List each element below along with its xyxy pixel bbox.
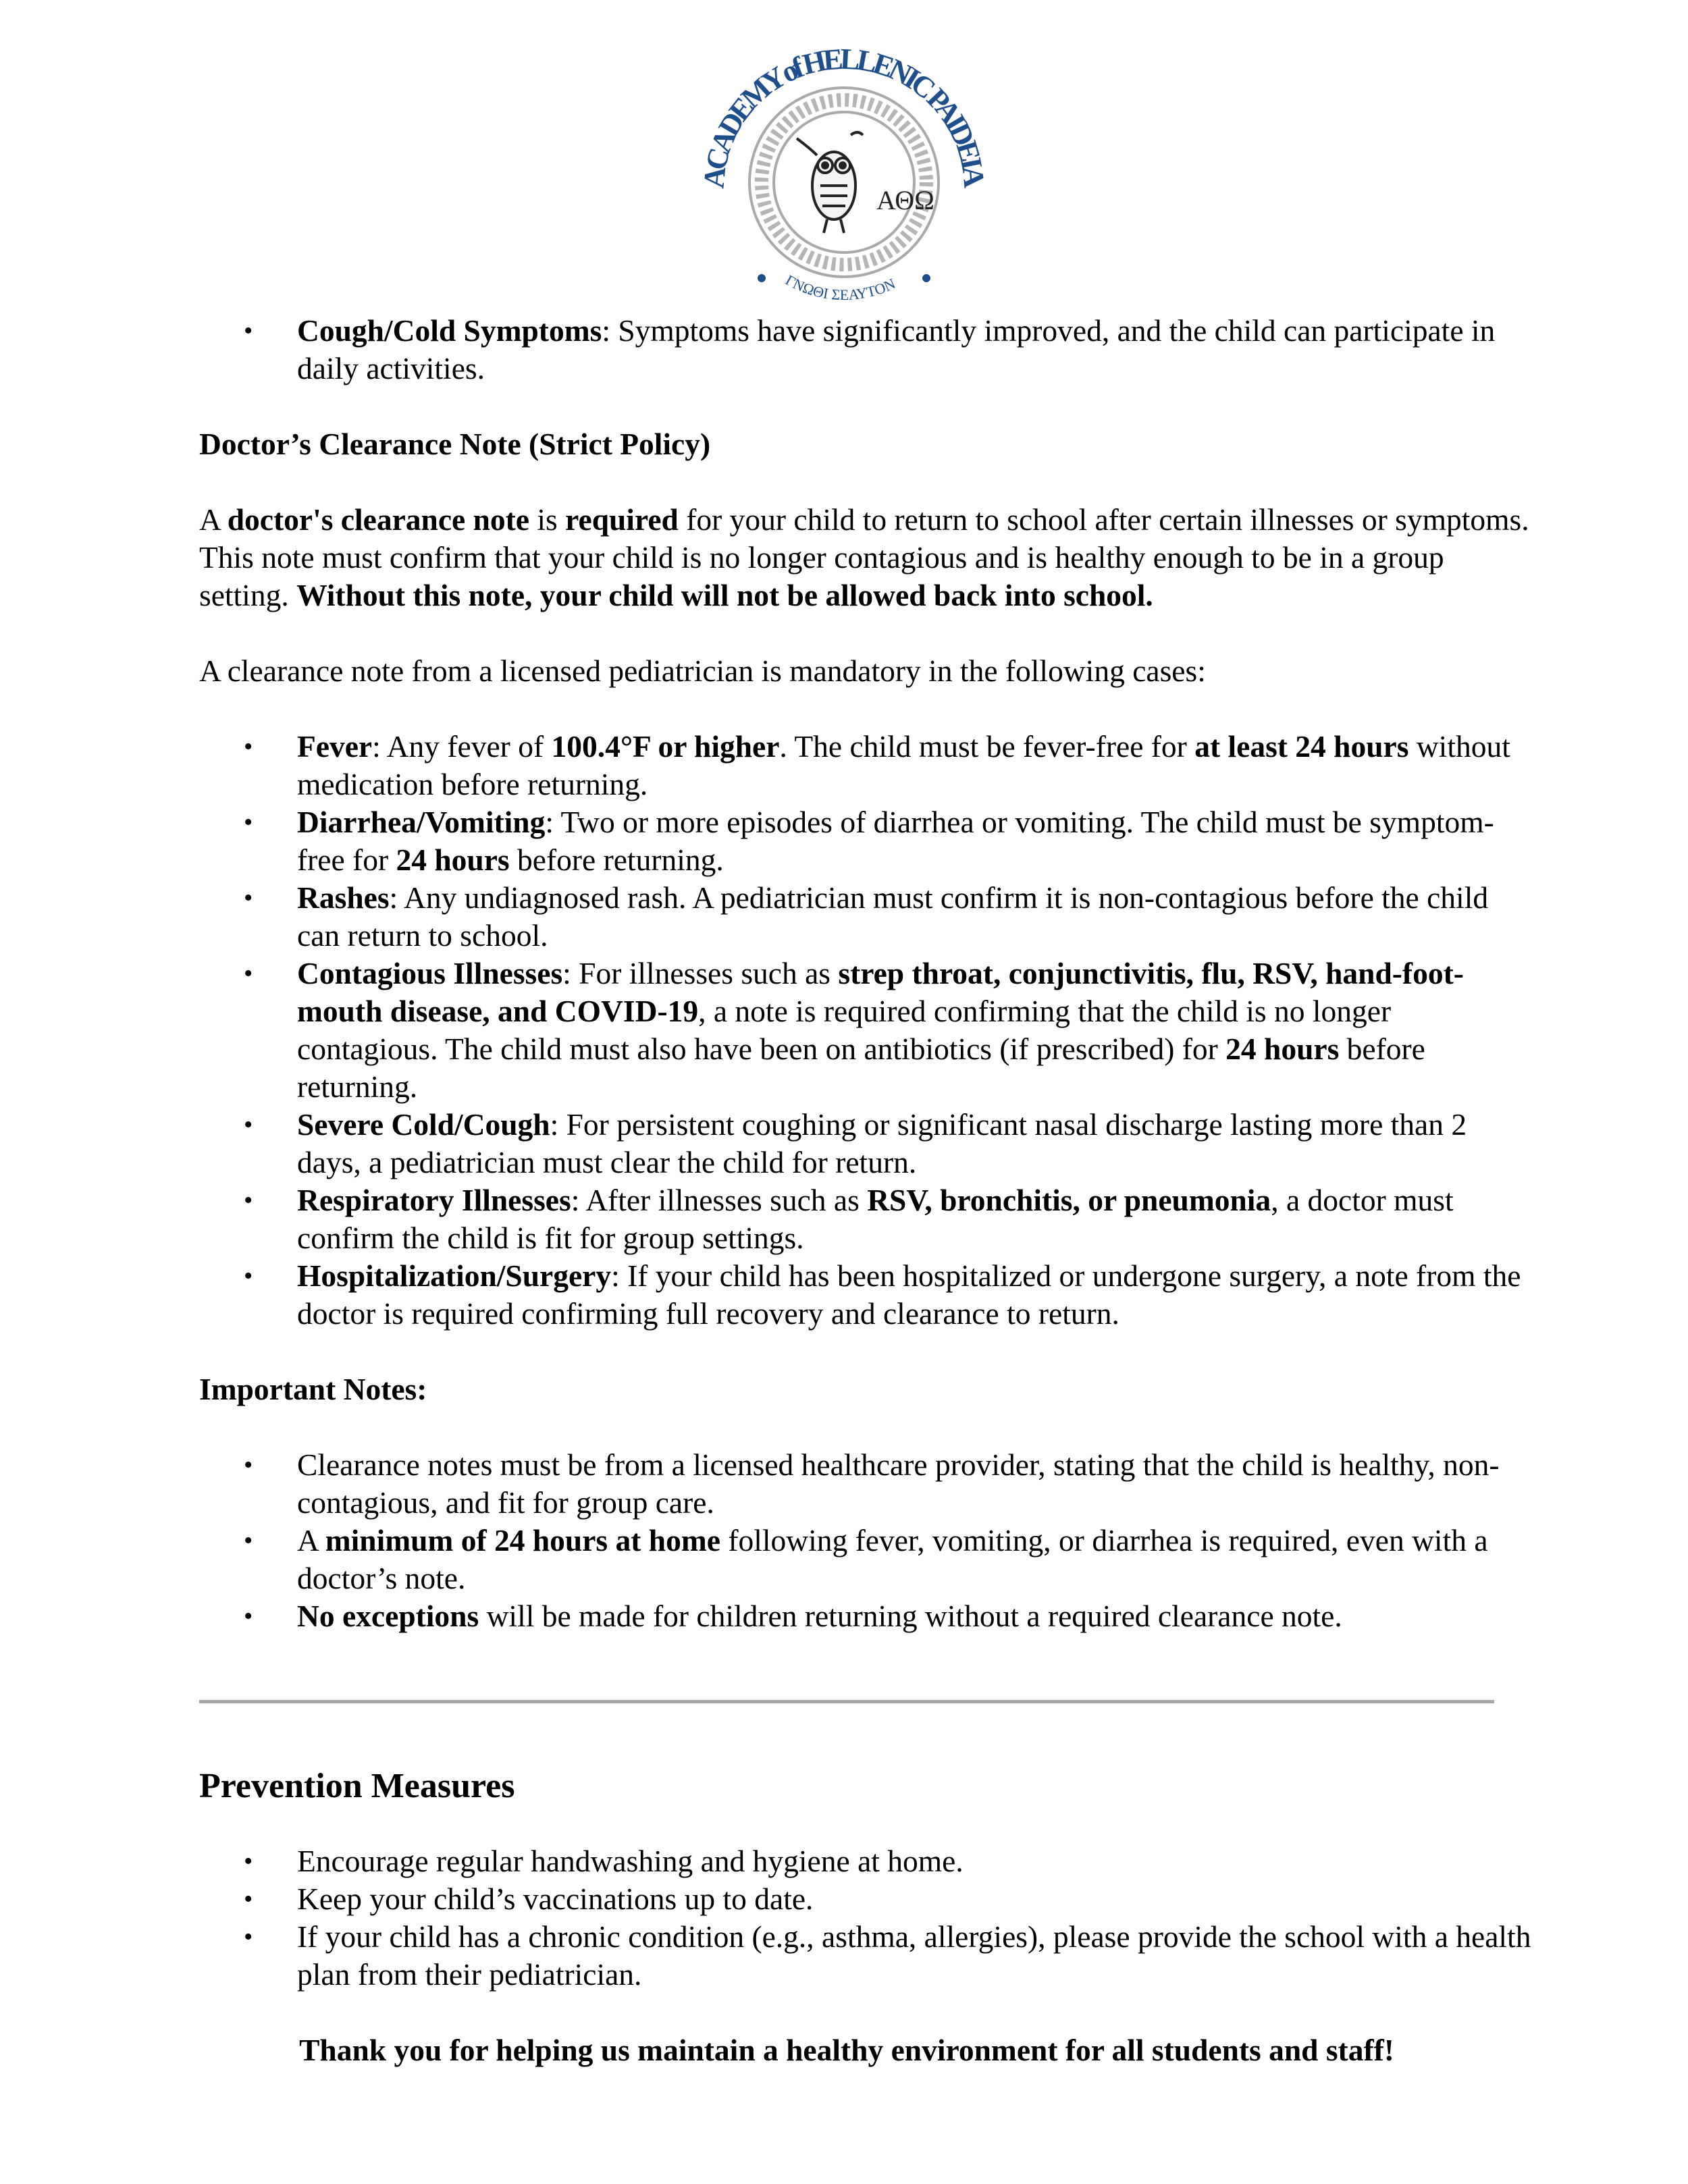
clearance-paragraph: A doctor's clearance note is required for your child to return to school after certain illnesses or symptoms. This note must confirm that your child is no longer contagious and is healthy enough to be in a group setting. Without this note, your child will not be allowed back into school. xyxy=(199,502,1529,612)
clearance-cases-list xyxy=(199,728,1536,1333)
prevention-list xyxy=(199,1842,1536,1994)
list-item: • A minimum of 24 hours at home following fever, vomiting, or diarrhea is required, even with a doctor’s note. xyxy=(199,1522,1536,1597)
notes-list xyxy=(199,1446,1536,1635)
list-item-cold: • Severe Cold/Cough: For persistent coughing or significant nasal discharge lasting more than 2 days, a pediatrician must clear the child for return. xyxy=(199,1106,1536,1181)
list-item-hospital: • Hospitalization/Surgery: If your child has been hospitalized or undergone surgery, a note from the doctor is required confirming full recovery and clearance to return. xyxy=(199,1257,1536,1333)
list-item: • Clearance notes must be from a licensed healthcare provider, stating that the child is healthy, non-contagious, and fit for group care. xyxy=(199,1446,1536,1522)
clearance-cases-intro: A clearance note from a licensed pediatrician is mandatory in the following cases: xyxy=(199,654,1206,688)
list-item: • No exceptions will be made for children returning without a required clearance note. xyxy=(199,1597,1536,1635)
list-item: • Cough/Cold Symptoms: Symptoms have significantly improved, and the child can participate in daily activities. xyxy=(199,312,1536,388)
logo-motto: ΓΝΩΘΙ ΣΕΑΥΤΟΝ xyxy=(783,271,898,304)
logo-ring-text: ACADEMY of HELLENIC PAIDEIA xyxy=(697,42,991,190)
section-divider xyxy=(199,1700,1494,1703)
list-item-fever: • Fever: Any fever of 100.4°F or higher. The child must be fever-free for at least 24 hours without medication before returning. xyxy=(199,728,1536,803)
emblem-letters: ΑΘΩ xyxy=(876,185,934,215)
closing-statement: Thank you for helping us maintain a healthy environment for all students and staff! xyxy=(299,2033,1394,2067)
school-logo xyxy=(682,20,1006,317)
list-item-rashes: • Rashes: Any undiagnosed rash. A pediatrician must confirm it is non-contagious before the child can return to school. xyxy=(199,879,1536,955)
document-body xyxy=(199,312,1536,2069)
list-item-diarrhea: • Diarrhea/Vomiting: Two or more episodes of diarrhea or vomiting. The child must be symptom-free for 24 hours before returning. xyxy=(199,803,1536,879)
notes-heading: Important Notes: xyxy=(199,1372,427,1406)
list-item: • Keep your child’s vaccinations up to date. xyxy=(199,1880,1536,1918)
intro-list xyxy=(199,312,1536,388)
list-item-respiratory: • Respiratory Illnesses: After illnesses such as RSV, bronchitis, or pneumonia, a doctor must confirm the child is fit for group settings. xyxy=(199,1181,1536,1257)
list-item: • If your child has a chronic condition (e.g., asthma, allergies), please provide the school with a health plan from their pediatrician. xyxy=(199,1918,1536,1994)
list-item-contagious: • Contagious Illnesses: For illnesses such as strep throat, conjunctivitis, flu, RSV, hand-foot-mouth disease, and COVID-19, a note is required confirming that the child is no longer contagious. The child must also have been on antibiotics (if prescribed) for 24 hours before returning. xyxy=(199,955,1536,1106)
clearance-heading: Doctor’s Clearance Note (Strict Policy) xyxy=(199,427,711,461)
prevention-heading: Prevention Measures xyxy=(199,1767,515,1805)
list-item: • Encourage regular handwashing and hygiene at home. xyxy=(199,1842,1536,1880)
